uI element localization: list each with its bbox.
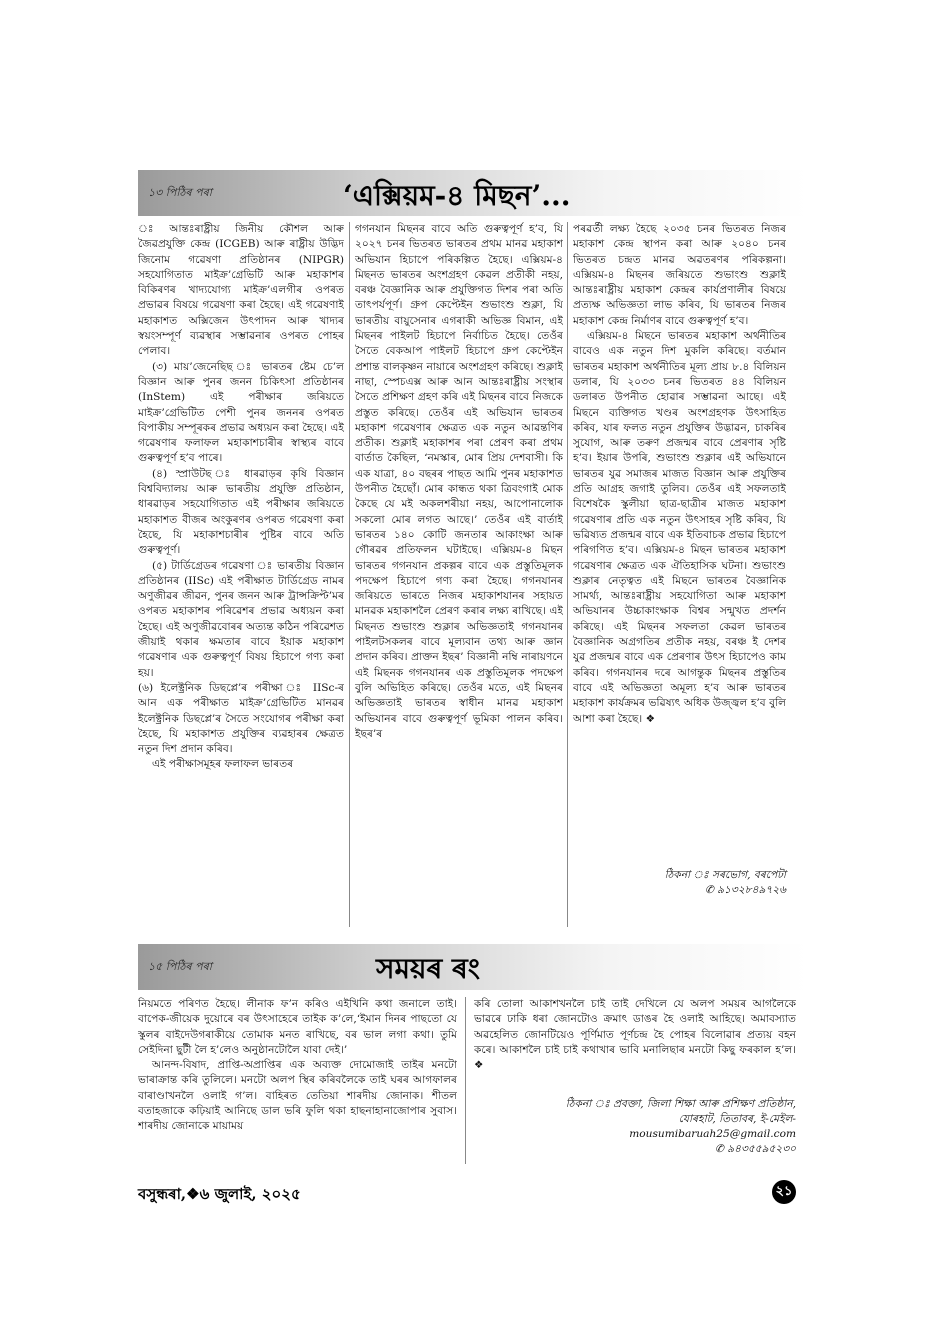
footer-masthead: বসুন্ধৰা,❖৬ জুলাই, ২০২৫	[138, 1185, 301, 1203]
article1-continued-label: ১৩ পিঠিৰ পৰা	[148, 186, 212, 199]
paragraph: গগনযান মিছনৰ বাবে অতি গুৰুত্বপূৰ্ণ হ’ব, যি ২০২৭ চনৰ ভিতৰত ভাৰতৰ প্ৰথম মানৱ মহাকাশ অভিযান হিচাপে পৰিকল্পিত হৈছে। এক্সিয়ম-৪ মিছনত ভাৰতৰ অংশগ্ৰহণ কেৱল প্ৰতীকী নহয়, বৰঞ্চ বৈজ্ঞানিক আৰু প্ৰযুক্তিগত দিশৰ পৰা অতি তাৎপৰ্যপূৰ্ণ। গ্ৰুপ কেপ্টেইন শুভাংশু শুক্লা, যি ভাৰতীয় বায়ুসেনাৰ এগৰাকী অভিজ্ঞ বিমান, এই মিছনৰ পাইলট হিচাপে নিৰ্বাচিত হৈছে। তেওঁৰ সৈতে বেকআপ পাইলট হিচাপে গ্ৰুপ কেপ্টেইন প্ৰশান্ত বালকৃষ্ণন নায়াৰে অংশগ্ৰহণ কৰিছে। শুক্লাই নাছা, স্পেচএক্স আৰু আন আন্তঃৰাষ্ট্ৰীয় সংস্থাৰ সৈতে প্ৰশিক্ষণ গ্ৰহণ কৰি এই মিছনৰ বাবে নিজকে প্ৰস্তুত কৰিছে। তেওঁৰ এই অভিযান ভাৰতৰ মহাকাশ গৱেষণাৰ ক্ষেত্ৰত এক নতুন আৱন্তণিৰ প্ৰতীক। শুক্লাই মহাকাশৰ পৰা প্ৰেৰণ কৰা প্ৰথম বাৰ্তাত কৈছিল, ‘নমস্কাৰ, মোৰ প্ৰিয় দেশবাসী। কি এক যাত্ৰা, ৪০ বছৰৰ পাছত আমি পুনৰ মহাকাশত উপনীত হৈছোঁ। মোৰ কান্ধত থকা ত্ৰিবংগাই মোক কৈছে যে মই অকলশৰীয়া নহয়, আপোনালোক সকলো মোৰ লগত আছে।’ তেওঁৰ এই বাৰ্তাই ভাৰতৰ ১৪০ কোটি জনতাৰ আকাংক্ষা আৰু গৌৰৱৰ প্ৰতিফলন ঘটাইছে। এক্সিয়ম-৪ মিছন ভাৰতৰ গগনযান প্ৰকল্পৰ বাবে এক প্ৰস্তুতিমূলক পদক্ষেপ হিচাপে গণ্য কৰা হৈছে। গগনযানৰ জৰিয়তে ভাৰতে নিজৰ মহাকাশযানৰ সহায়ত মানৱক মহাকাশলৈ প্ৰেৰণ কৰাৰ লক্ষ্য ৰাখিছে। এই মিছনত শুভাংশু শুক্লাৰ অভিজ্ঞতাই গগনযানৰ পাইলটসকলৰ বাবে মূল্যবান তথ্য আৰু জ্ঞান প্ৰদান কৰিব। প্ৰাক্তন ইছৰ’ বিজ্ঞানী নম্বি নাৰায়ণনে এই মিছনক গগনযানৰ এক প্ৰস্তুতিমূলক পদক্ষেপ বুলি অভিহিত কৰিছে। তেওঁৰ মতে, এই মিছনৰ অভিজ্ঞতাই ভাৰতৰ স্বাধীন মানৱ মহাকাশ অভিযানৰ বাবে গুৰুত্বপূৰ্ণ ভূমিকা পালন কৰিব। ইছৰ’ৰ	[355, 223, 563, 740]
article1-banner	[138, 170, 808, 216]
article1-title: ‘এক্সিয়ম-৪ মিছন’...	[343, 179, 571, 212]
column-divider	[567, 222, 568, 927]
paragraph: (৩) মায়’জেনেছিছ ঃ ভাৰতৰ ষ্টেম চে’ল বিজ্ঞান আৰু পুনৰ জনন চিকিৎসা প্ৰতিষ্ঠানৰ (InStem) এই পৰীক্ষাৰ জৰিয়তে মাইক্ৰ’গ্ৰেভিটিত পেশী পুনৰ জননৰ ওপৰত বিপাকীয় সম্পূৰকৰ প্ৰভাৱ অধ্যয়ন কৰা হৈছে। এই গৱেষণাৰ ফলাফল মহাকাশচাৰীৰ স্বাস্থ্যৰ বাবে গুৰুত্বপূৰ্ণ হ’ব পাৰে।	[138, 360, 344, 465]
paragraph: (৪) স্প্ৰাউটছ ঃ ধাৰৱাড়ৰ কৃষি বিজ্ঞান বিশ্ববিদ্যালয় আৰু ভাৰতীয় প্ৰযুক্তি প্ৰতিষ্ঠান, ধাৰৱাড়ৰ সহযোগিতাত এই পৰীক্ষাৰ জৰিয়তে মহাকাশত বীজৰ অংকুৰণৰ ওপৰত গৱেষণা কৰা হৈছে, যি মহাকাশচাৰীৰ পুষ্টিৰ বাবে অতি গুৰুত্বপূৰ্ণ।	[138, 467, 344, 557]
article2-signature	[474, 1097, 796, 1157]
paragraph: (৬) ইলেক্ট্ৰনিক ডিছপ্লে’ৰ পৰীক্ষা ঃ IISc-ৰ আন এক পৰীক্ষাত মাইক্ৰ’গ্ৰেভিটিত মানৱৰ ইলেক্ট্ৰনিক ডিছপ্লে’ৰ সৈতে সংযোগৰ পৰীক্ষা কৰা হৈছে, যি মহাকাশত প্ৰযুক্তিৰ ব্যৱহাৰৰ ক্ষেত্ৰত নতুন দিশ প্ৰদান কৰিব।	[138, 681, 344, 756]
paragraph: আনন্দ-বিষাদ, প্ৰাপ্তি-অপ্ৰাপ্তিৰ এক অব্যক্ত দোমোজাই তাইৰ মনটো ভাৰাক্ৰান্ত কৰি তুলিলে। মনটো অলপ স্থিৰ কৰিবলৈকে তাই ঘৰৰ আগফালৰ বাৰাণ্ডাখনলৈ ওলাই গ’ল। বাহিৰত তেতিয়া শাৰদীয় জোনাক। শীতল বতাহজাকে কঢ়িয়াই আনিছে ডাল ভৰি ফুলি থকা হাছনাহানাজোপাৰ সুবাস। শাৰদীয় জোনাকে মায়াময়	[138, 1059, 457, 1133]
paragraph: নিয়মতে পৰিণত হৈছে। লীনাক ফ’ন কৰিও এইখিনি কথা জনালে তাই। বাপেক-জীয়েক দুয়োৰে বৰ উৎসাহেৰে তাইক ক’লে,‘ইমান দিনৰ পাছতো যে স্কুলৰ বাইদেউগৰাকীয়ে তোমাক মনত ৰাখিছে, বৰ ভাল লগা কথা। তুমি সেইদিনা ছুটী লৈ হ’লেও অনুষ্ঠানটোলৈ যাবা দেই।’	[138, 998, 457, 1056]
article2-banner	[138, 944, 808, 990]
paragraph: এক্সিয়ম-৪ মিছনে ভাৰতৰ মহাকাশ অৰ্থনীতিৰ বাবেও এক নতুন দিশ মুকলি কৰিছে। বৰ্তমান ভাৰতৰ মহাকাশ অৰ্থনীতিৰ মূল্য প্ৰায় ৮.৪ বিলিয়ন ডলাৰ, যি ২০৩৩ চনৰ ভিতৰত ৪৪ বিলিয়ন ডলাৰত উপনীত হোৱাৰ সম্ভাৱনা আছে। এই মিছনে ব্যক্তিগত খণ্ডৰ অংশগ্ৰহণক উৎসাহিত কৰিব, যাৰ ফলত নতুন প্ৰযুক্তিৰ উদ্ভাৱন, চাকৰিৰ সুযোগ, আৰু তৰুণ প্ৰজন্মৰ বাবে প্ৰেৰণাৰ সৃষ্টি হ’ব। ইয়াৰ উপৰি, শুভাংশু শুক্লাৰ এই অভিযানে ভাৰতৰ যুৱ সমাজৰ মাজত বিজ্ঞান আৰু প্ৰযুক্তিৰ প্ৰতি আগ্ৰহ জগাই তুলিব। তেওঁৰ এই সফলতাই বিশেষকৈ স্কুলীয়া ছাত্ৰ-ছাত্ৰীৰ মাজত মহাকাশ গৱেষণাৰ প্ৰতি এক নতুন উৎসাহৰ সৃষ্টি কৰিব, যি ভৱিষ্যত প্ৰজন্মৰ বাবে এক ইতিবাচক প্ৰভাৱ হিচাপে পৰিগণিত হ’ব। এক্সিয়ম-৪ মিছন ভাৰতৰ মহাকাশ গৱেষণাৰ ক্ষেত্ৰত এক ঐতিহাসিক ঘটনা। শুভাংশু শুক্লাৰ নেতৃত্বত এই মিছনে ভাৰতৰ বৈজ্ঞানিক সামৰ্থ্য, আন্তঃৰাষ্ট্ৰীয় সহযোগিতা আৰু মহাকাশ অভিযানৰ উচ্চাকাংক্ষাক বিশ্বৰ সন্মুখত প্ৰদৰ্শন কৰিছে। এই মিছনৰ সফলতা কেৱল ভাৰতৰ বৈজ্ঞানিক অগ্ৰগতিৰ প্ৰতীক নহয়, বৰঞ্চ ই দেশৰ যুৱ প্ৰজন্মৰ বাবে এক প্ৰেৰণাৰ উৎস হিচাপেও কাম কৰিব। গগনযানৰ দৰে আগন্তুক মিছনৰ প্ৰস্তুতিৰ বাবে এই অভিজ্ঞতা অমূল্য হ’ব আৰু ভাৰতৰ মহাকাশ কাৰ্যক্ৰমৰ ভৱিষ্যৎ অধিক উজ্জ্বল হ’ব বুলি আশা কৰা হৈছে। ❖	[573, 330, 786, 725]
article1-signature	[573, 868, 786, 898]
article1-column-2	[355, 222, 563, 927]
paragraph: (৫) টাৰ্ডিগ্ৰেডৰ গৱেষণা ঃ ভাৰতীয় বিজ্ঞান প্ৰতিষ্ঠানৰ (IISc) এই পৰীক্ষাত টাৰ্ডিগ্ৰেড নামৰ অণুজীৱৰ জীৱন, পুনৰ জনন আৰু ট্ৰান্সক্ৰিপ্ট’মৰ ওপৰত মহাকাশৰ পৰিৱেশৰ প্ৰভাৱ অধ্যয়ন কৰা হৈছে। এই অণুজীৱবোৰৰ অত্যন্ত কঠিন পৰিৱেশত জীয়াই থকাৰ ক্ষমতাৰ বাবে ইয়াক মহাকাশ গৱেষণাৰ এক গুৰুত্বপূৰ্ণ বিষয় হিচাপে গণ্য কৰা হয়।	[138, 559, 344, 679]
article2-column-1	[138, 997, 457, 1164]
article1-column-3	[573, 222, 786, 862]
author-phone: ✆ ৯১৩২৮৪৯৭২৬	[704, 884, 786, 896]
author-address: ঠিকনা ঃ সৰভোগ, বৰপেটা	[664, 869, 786, 881]
article1-column-1	[138, 222, 344, 927]
paragraph: কৰি তোলা আকাশখনলৈ চাই তাই দেখিলে যে অলপ সময়ৰ আগলৈকে ভাৱৰে ঢাকি ধৰা জোনটোও ক্ৰমাৎ ডাঙৰ হৈ ওলাই আহিছে। অমাবস্যাত অৱহেলিত জোনটিয়েও পূৰ্ণিমাত পূৰ্ণচন্দ্ৰ হৈ পোহৰ বিলোৱাৰ প্ৰত্যয় বহন কৰে। আকাশলৈ চাই চাই কথাখাৰ ভাবি মনালিছাৰ মনটো কিছু ফৰকাল হ’ল। ❖	[474, 998, 796, 1072]
article2-column-2	[474, 997, 796, 1087]
author-address-line-1: ঠিকনা ঃ প্ৰবক্তা, জিলা শিক্ষা আৰু প্ৰশিক্ষণ প্ৰতিষ্ঠান,	[565, 1098, 796, 1110]
article2-continued-label: ১৫ পিঠিৰ পৰা	[148, 960, 212, 973]
author-phone: ✆ ৯৪৩৫৫৯৫২৩০	[714, 1143, 796, 1155]
page-number: ২১	[772, 1180, 796, 1204]
paragraph: ঃ আন্তঃৰাষ্ট্ৰীয় জিনীয় কৌশল আৰু জৈৱপ্ৰযুক্তি কেন্দ্ৰ (ICGEB) আৰু ৰাষ্ট্ৰীয় উদ্ভিদ জিনোম গৱেষণা প্ৰতিষ্ঠানৰ (NIPGR) সহযোগিতাত মাইক্ৰ’গ্ৰেভিটি আৰু মহাকাশৰ বিকিৰণৰ খাদ্যযোগ্য মাইক্ৰ’এলগীৰ ওপৰত প্ৰভাৱৰ বিষয়ে গৱেষণা কৰা হৈছে। এই গৱেষণাই মহাকাশত অক্সিজেন উৎপাদন আৰু খাদ্যৰ স্বয়ংসম্পূৰ্ণ ব্যৱস্থাৰ সম্ভাৱনাৰ ওপৰত পোহৰ পেলাব।	[138, 223, 344, 358]
paragraph: এই পৰীক্ষাসমূহৰ ফলাফল ভাৰতৰ	[152, 758, 294, 771]
paragraph: পৰৱৰ্তী লক্ষ্য হৈছে ২০৩৫ চনৰ ভিতৰত নিজৰ মহাকাশ কেন্দ্ৰ স্থাপন কৰা আৰু ২০৪০ চনৰ ভিতৰত চন্দ্ৰত মানৱ অৱতৰণৰ পৰিকল্পনা। এক্সিয়ম-৪ মিছনৰ জৰিয়তে শুভাংশু শুক্লাই আন্তঃৰাষ্ট্ৰীয় মহাকাশ কেন্দ্ৰৰ কাৰ্যপ্ৰণালীৰ বিষয়ে প্ৰত্যক্ষ অভিজ্ঞতা লাভ কৰিব, যি ভাৰতৰ নিজৰ মহাকাশ কেন্দ্ৰ নিৰ্মাণৰ বাবে গুৰুত্বপূৰ্ণ হ’ব।	[573, 223, 786, 327]
author-address-line-2: যোৰহাট, তিতাবৰ, ই-মেইল-	[678, 1113, 796, 1125]
article2-title: সময়ৰ ৰং	[376, 952, 480, 985]
author-email: mousumibaruah25@gmail.com	[629, 1128, 796, 1140]
column-divider	[465, 997, 466, 1164]
column-divider	[349, 222, 350, 927]
